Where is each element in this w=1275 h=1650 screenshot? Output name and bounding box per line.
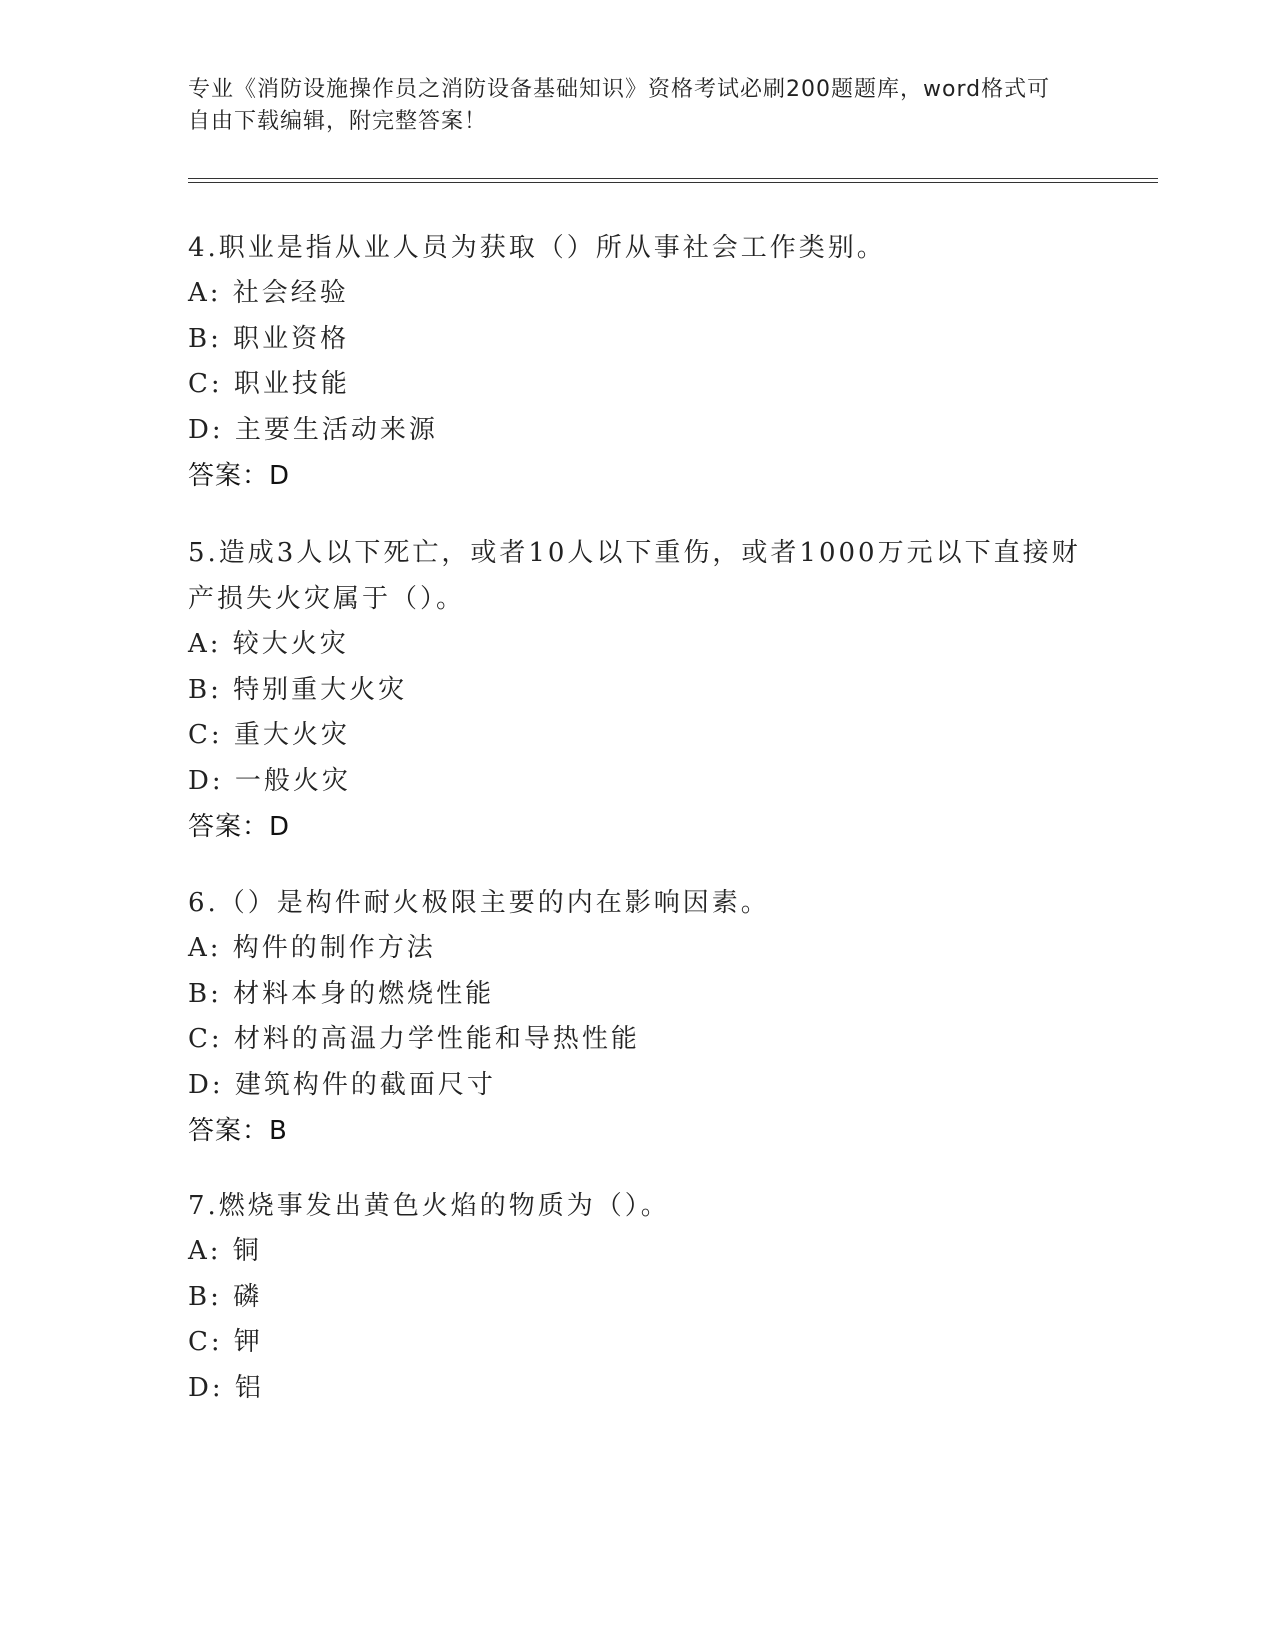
answer-label: 答案：D (188, 812, 291, 842)
option-b: B: 职业资格 (188, 323, 350, 354)
question-4 (188, 225, 1088, 499)
header-divider (188, 178, 1158, 183)
question-6 (188, 880, 1088, 1154)
answer-label: 答案：D (188, 461, 291, 491)
option-c: C: 钾 (188, 1327, 263, 1357)
question-stem: 6.（）是构件耐火极限主要的内在影响因素。 (188, 888, 770, 918)
option-b: B: 特别重大火灾 (188, 674, 408, 705)
question-stem: 4.职业是指从业人员为获取（）所从事社会工作类别。 (188, 233, 886, 263)
option-b: B: 磷 (188, 1281, 263, 1312)
question-7 (188, 1183, 1088, 1411)
document-intro: 专业《消防设施操作员之消防设备基础知识》资格考试必刷200题题库，word格式可自由下载编辑，附完整答案！ (188, 77, 1051, 134)
option-c: C: 材料的高温力学性能和导热性能 (188, 1024, 640, 1054)
option-b: B: 材料本身的燃烧性能 (188, 978, 495, 1009)
answer-label: 答案：B (188, 1116, 288, 1146)
option-a: A: 铜 (188, 1236, 262, 1266)
option-a: A: 较大火灾 (188, 629, 349, 659)
option-c: C: 重大火灾 (188, 720, 350, 750)
option-d: D: 一般火灾 (188, 765, 351, 796)
option-a: A: 社会经验 (188, 278, 349, 308)
question-stem: 7.燃烧事发出黄色火焰的物质为（）。 (188, 1191, 670, 1221)
question-stem: 5.造成3人以下死亡，或者10人以下重伤，或者1000万元以下直接财产损失火灾属于（）。 (188, 538, 1081, 614)
option-d: D: 建筑构件的截面尺寸 (188, 1069, 496, 1100)
option-c: C: 职业技能 (188, 369, 350, 399)
question-5 (188, 530, 1088, 850)
option-d: D: 主要生活动来源 (188, 414, 438, 445)
option-d: D: 铝 (188, 1372, 264, 1403)
option-a: A: 构件的制作方法 (188, 933, 436, 963)
